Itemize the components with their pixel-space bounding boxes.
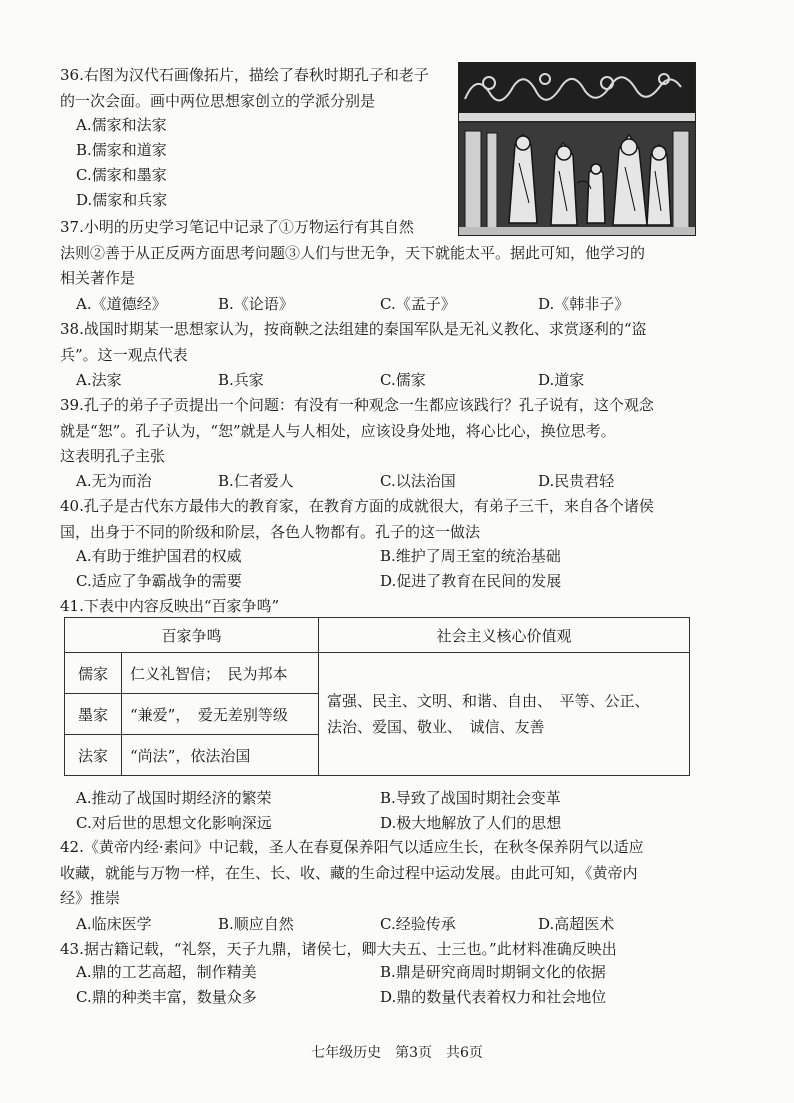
q41-option-a[interactable]: A.推动了战国时期经济的繁荣 xyxy=(76,789,272,807)
q41-options-row-2 xyxy=(76,812,696,837)
q43-options-row-2 xyxy=(76,986,696,1011)
q36-option-d[interactable]: D.儒家和兵家 xyxy=(76,191,168,209)
q40-option-c[interactable]: C.适应了争霸战争的需要 xyxy=(76,572,242,590)
q37-stem-line-2: 法则②善于从正反两方面思考问题③人们与世无争，天下就能太平。据此可知，他学习的 xyxy=(60,243,646,262)
table-row xyxy=(65,653,690,694)
q41-option-c[interactable]: C.对后世的思想文化影响深远 xyxy=(76,814,272,832)
q39-options xyxy=(76,470,696,495)
q43-options-row-1 xyxy=(76,961,696,986)
q43-option-d[interactable]: D.鼎的数量代表着权力和社会地位 xyxy=(380,988,607,1006)
q42-option-c[interactable]: C.经验传承 xyxy=(380,915,456,933)
q40-options-row-1 xyxy=(76,545,696,570)
q39-option-a[interactable]: A.无为而治 xyxy=(76,472,152,490)
q39-stem xyxy=(60,393,690,470)
q42-stem-line-1: 42.《黄帝内经·素问》中记载，圣人在春夏保养阳气以适应生长，在秋冬保养阴气以适应 xyxy=(60,838,644,856)
q39-stem-line-1: 39.孔子的弟子子贡提出一个问题：有没有一种观念一生都应该践行？孔子说有，这个观念 xyxy=(60,396,654,414)
q39-option-b[interactable]: B.仁者爱人 xyxy=(218,472,294,490)
q41-options-row-1 xyxy=(76,787,696,812)
q42-stem-line-2: 收藏，就能与万物一样，在生、长、收、藏的生命过程中运动发展。由此可知，《黄帝内 xyxy=(60,863,638,882)
q39-option-c[interactable]: C.以法治国 xyxy=(380,472,456,490)
q42-stem xyxy=(60,835,690,912)
q40-options-row-2 xyxy=(76,570,696,595)
q36-stem xyxy=(60,63,460,114)
q41-option-b[interactable]: B.导致了战国时期社会变革 xyxy=(380,789,561,807)
table-cell-idea: “尚法”，依法治国 xyxy=(122,735,319,776)
q38-option-a[interactable]: A.法家 xyxy=(76,371,122,389)
table-cell-school: 儒家 xyxy=(65,653,122,694)
q37-option-c[interactable]: C.《孟子》 xyxy=(380,295,456,313)
q36-option-c[interactable]: C.儒家和墨家 xyxy=(76,166,167,184)
q42-options xyxy=(76,913,696,938)
q37-stem xyxy=(60,215,690,292)
relief-drawing xyxy=(459,63,695,235)
table-cell-school: 法家 xyxy=(65,735,122,776)
core-values-line-2: 法治、爱国、敬业、 诚信、友善 xyxy=(327,718,545,736)
q39-option-d[interactable]: D.民贵君轻 xyxy=(538,472,615,490)
q37-option-d[interactable]: D.《韩非子》 xyxy=(538,295,630,313)
q38-option-c[interactable]: C.儒家 xyxy=(380,371,426,389)
table-header-core-values: 社会主义核心价值观 xyxy=(319,618,690,653)
stone-relief-rubbing-image xyxy=(458,62,696,236)
q40-stem-line-1: 40.孔子是古代东方最伟大的教育家，在教育方面的成就很大，有弟子三千，来自各个诸侯 xyxy=(60,497,654,515)
q38-stem-line-1: 38.战国时期某一思想家认为，按商鞅之法组建的秦国军队是无礼义教化、求赏逐利的“盗 xyxy=(60,320,647,338)
q40-stem-line-2: 国，出身于不同的阶级和阶层，各色人物都有。孔子的这一做法 xyxy=(60,522,481,541)
q38-option-d[interactable]: D.道家 xyxy=(538,371,585,389)
table-header-row xyxy=(65,618,690,653)
core-values-line-1: 富强、民主、文明、和谐、自由、 平等、公正、 xyxy=(327,692,650,710)
q43-option-a[interactable]: A.鼎的工艺高超，制作精美 xyxy=(76,963,257,981)
table-cell-idea: “兼爱”， 爱无差别等级 xyxy=(122,694,319,735)
table-cell-school: 墨家 xyxy=(65,694,122,735)
table-cell-core-values xyxy=(319,653,690,776)
q41-stem: 41.下表中内容反映出“百家争鸣” xyxy=(60,597,280,615)
q40-stem xyxy=(60,494,690,545)
q43-option-c[interactable]: C.鼎的种类丰富，数量众多 xyxy=(76,988,257,1006)
q36-option-b[interactable]: B.儒家和道家 xyxy=(76,141,167,159)
table-header-hundred-schools: 百家争鸣 xyxy=(65,618,319,653)
q41-option-d[interactable]: D.极大地解放了人们的思想 xyxy=(380,814,562,832)
q36-option-a[interactable]: A.儒家和法家 xyxy=(76,116,167,134)
page-footer: 七年级历史 第3页 共6页 xyxy=(311,1045,483,1061)
q43-stem: 43.据古籍记载，“礼祭，天子九鼎，诸侯七，卿大夫五、士三也。”此材料准确反映出 xyxy=(60,940,617,958)
q37-stem-line-1: 37.小明的历史学习笔记中记录了①万物运行有其自然 xyxy=(60,218,414,236)
q37-options xyxy=(76,293,696,318)
q41-comparison-table xyxy=(64,617,690,776)
table-cell-idea: 仁义礼智信； 民为邦本 xyxy=(122,653,319,694)
q38-stem xyxy=(60,317,690,368)
q37-stem-line-3: 相关著作是 xyxy=(60,269,136,287)
q38-options xyxy=(76,369,696,394)
q42-option-a[interactable]: A.临床医学 xyxy=(76,915,152,933)
q42-option-d[interactable]: D.高超医术 xyxy=(538,915,615,933)
q36-stem-line-2: 的一次会面。画中两位思想家创立的学派分别是 xyxy=(60,91,376,110)
q40-option-d[interactable]: D.促进了教育在民间的发展 xyxy=(380,572,562,590)
q42-option-b[interactable]: B.顺应自然 xyxy=(218,915,294,933)
q42-stem-line-3: 经》推崇 xyxy=(60,889,121,907)
q40-option-a[interactable]: A.有助于维护国君的权威 xyxy=(76,547,242,565)
q39-stem-line-2: 就是“恕”。孔子认为，“恕”就是人与人相处，应该设身处地，将心比心，换位思考。 xyxy=(60,421,616,440)
q37-option-a[interactable]: A.《道德经》 xyxy=(76,295,167,313)
q38-stem-line-2: 兵”。这一观点代表 xyxy=(60,345,188,364)
q40-option-b[interactable]: B.维护了周王室的统治基础 xyxy=(380,547,561,565)
q43-option-b[interactable]: B.鼎是研究商周时期铜文化的依据 xyxy=(380,963,606,981)
q38-option-b[interactable]: B.兵家 xyxy=(218,371,264,389)
q37-option-b[interactable]: B.《论语》 xyxy=(218,295,294,313)
q36-stem-line-1: 36.右图为汉代石画像拓片，描绘了春秋时期孔子和老子 xyxy=(60,66,429,84)
q39-stem-line-3: 这表明孔子主张 xyxy=(60,447,166,465)
